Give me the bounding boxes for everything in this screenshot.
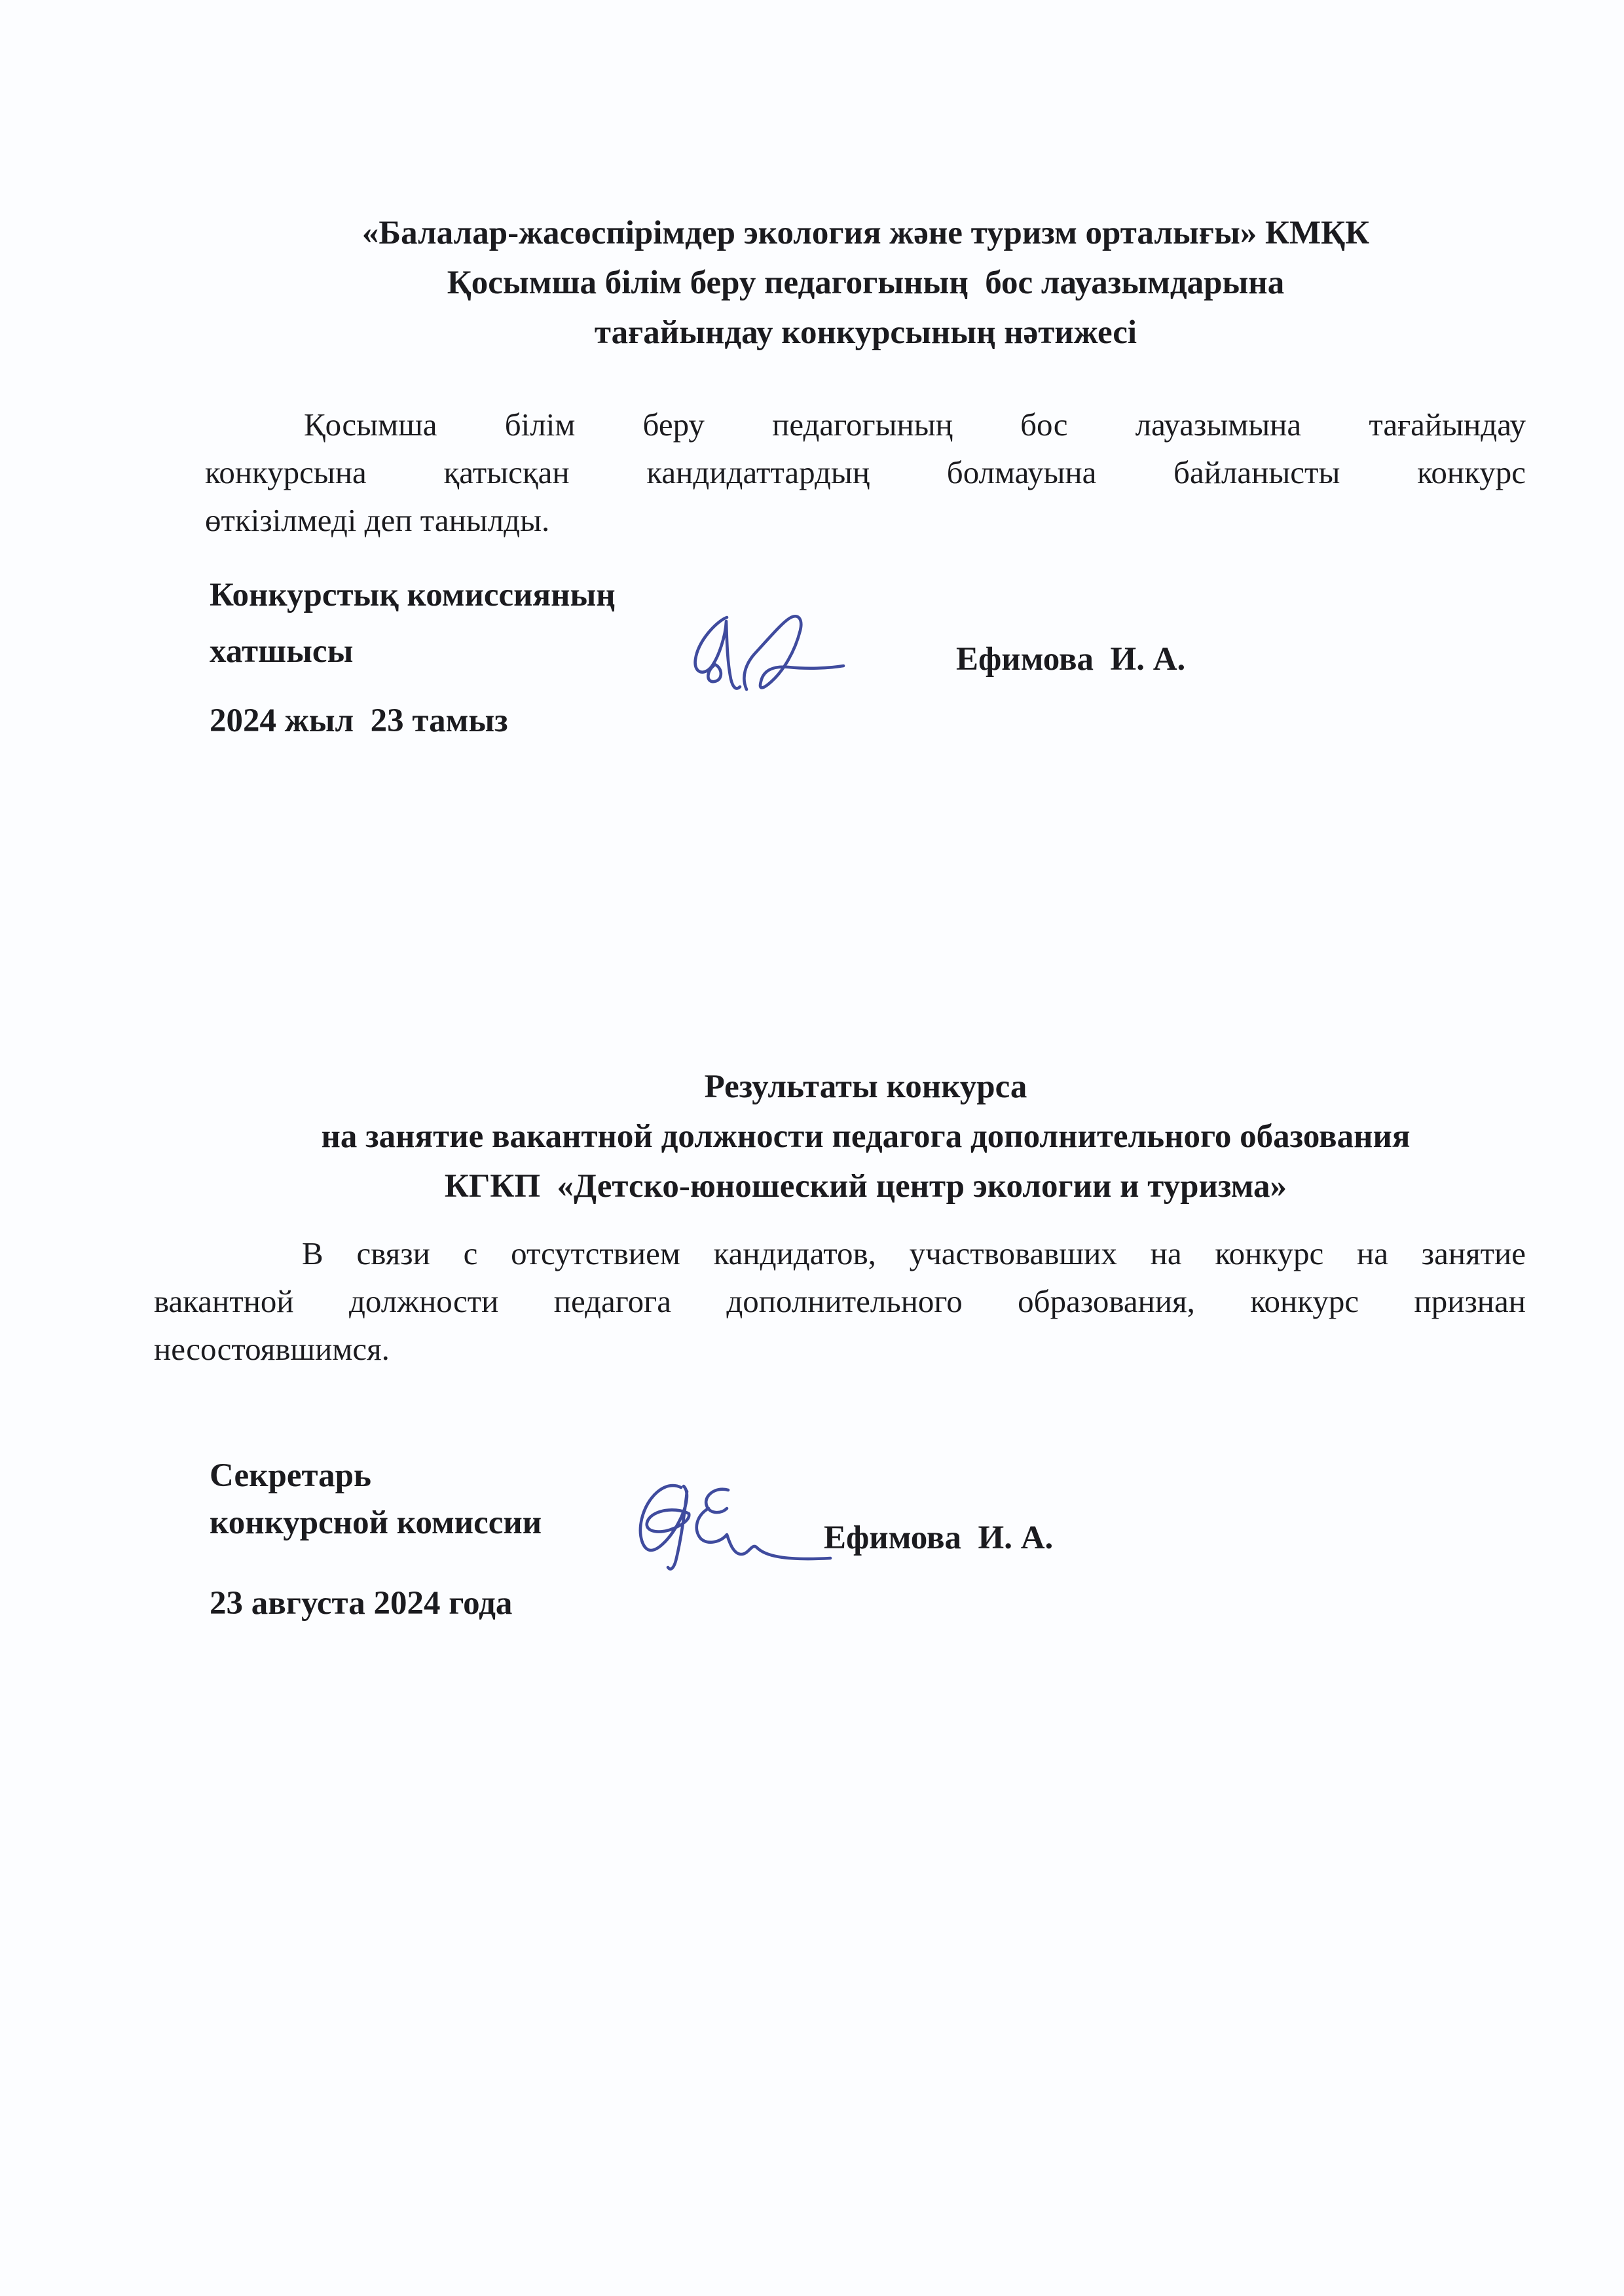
- ru-signatory-name: Ефимова И. А.: [824, 1520, 1054, 1556]
- ru-signature-label-line-2: конкурсной комиссии: [210, 1504, 542, 1541]
- kk-signatory-name: Ефимова И. А.: [956, 641, 1186, 678]
- ru-signature-label-line-1: Секретарь: [210, 1457, 371, 1494]
- signature-2-icon: [623, 1474, 833, 1586]
- kk-title-line-3: тағайындау конкурсының нәтижесі: [594, 314, 1137, 351]
- kk-document-title: [190, 208, 1541, 357]
- ru-document-title: [190, 1062, 1541, 1211]
- ru-signature-handwriting: [623, 1474, 833, 1586]
- kk-title-line-2: Қосымша білім беру педагогының бос лауазымдарына: [447, 264, 1285, 301]
- kk-signature-handwriting: [678, 599, 849, 704]
- ru-body-paragraph: [154, 1230, 1526, 1373]
- kk-paragraph-line-1: Қосымша білім беру педагогының бос лауазымына тағайындау: [304, 407, 1526, 443]
- ru-title-line-3: КГКП «Детско-юношеский центр экологии и туризма»: [444, 1168, 1287, 1205]
- ru-title-line-2: на занятие вакантной должности педагога дополнительного обазования: [321, 1118, 1411, 1155]
- kk-paragraph-line-3: өткізілмеді деп танылды.: [205, 502, 550, 538]
- ru-paragraph-line-2: вакантной должности педагога дополнительного образования, конкурс признан: [154, 1283, 1526, 1319]
- ru-title-line-1: Результаты конкурса: [704, 1068, 1027, 1105]
- kk-title-line-1: «Балалар-жасөспірімдер экология және туризм орталығы» КМҚК: [361, 215, 1370, 251]
- ru-paragraph-line-3: несостоявшимся.: [154, 1331, 390, 1367]
- signature-1-icon: [678, 599, 849, 704]
- ru-paragraph-line-1: В связи с отсутствием кандидатов, участвовавших на конкурс на занятие: [302, 1235, 1526, 1271]
- kk-paragraph-line-2: конкурсына қатысқан кандидаттардың болмауына байланысты конкурс: [205, 454, 1526, 490]
- kk-date: 2024 жыл 23 тамыз: [210, 702, 508, 739]
- ru-date: 23 августа 2024 года: [210, 1585, 513, 1622]
- kk-signature-label-line-1: Конкурстық комиссияның: [210, 577, 616, 613]
- kk-signature-label-line-2: хатшысы: [210, 633, 354, 670]
- kk-body-paragraph: [205, 401, 1526, 544]
